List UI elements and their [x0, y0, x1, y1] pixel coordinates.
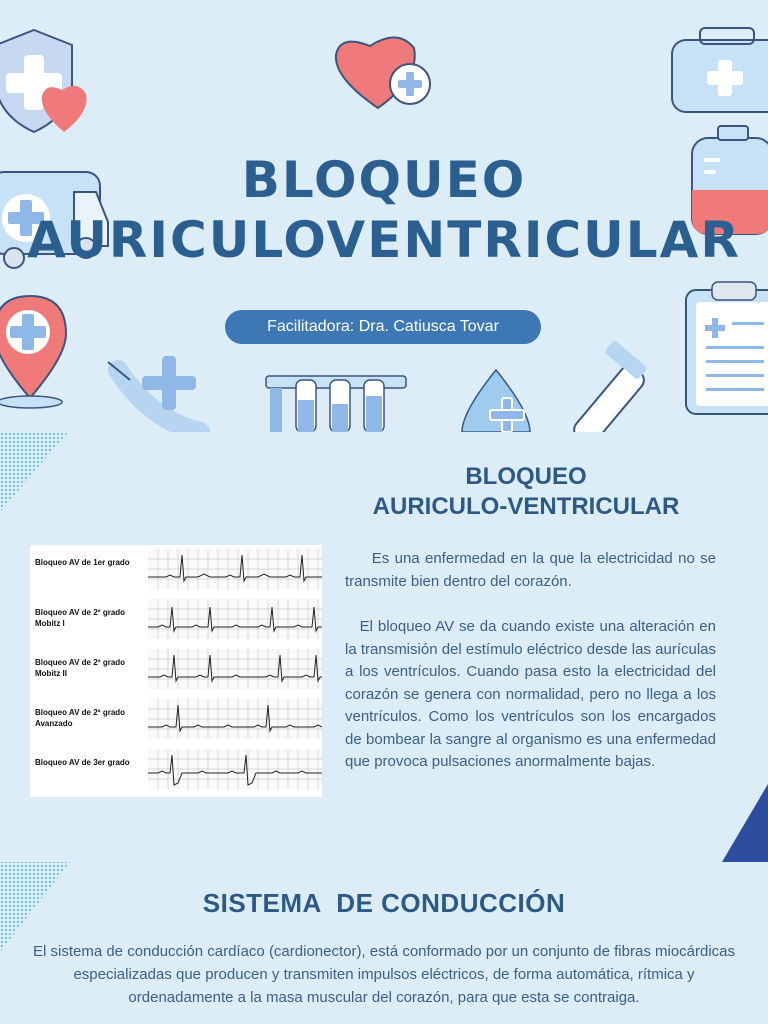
section-title-line-1: BLOQUEO [465, 463, 587, 490]
ecg-label: Bloqueo AV de 2º grado Mobitz I [35, 608, 126, 628]
section-title [330, 462, 722, 522]
conduction-system-title: SISTEMA DE CONDUCCIÓN [202, 888, 566, 918]
test-tubes-icon [266, 376, 406, 432]
water-drop-icon [462, 370, 530, 432]
ecg-label: Bloqueo AV de 3er grado [35, 758, 130, 767]
title-line-1: BLOQUEO [241, 151, 527, 209]
syringe-icon [108, 362, 200, 432]
page-title [0, 150, 768, 270]
facilitator-badge: Facilitadora: Dra. Catiusca Tovar [225, 310, 541, 344]
ecg-strip [148, 699, 322, 739]
ecg-strip [148, 649, 322, 689]
test-tube-icon [570, 340, 648, 432]
ecg-strip [148, 599, 322, 639]
intro-paragraph: Es una enfermedad en la que la electricidad no se transmite bien dentro del corazón. [345, 550, 716, 590]
clipboard-icon [686, 282, 768, 414]
ecg-strip [148, 549, 322, 589]
ecg-row [30, 597, 322, 645]
ecg-label: Bloqueo AV de 2º grado Avanzado [35, 708, 126, 728]
ecg-row [30, 547, 322, 595]
description-paragraph: El bloqueo AV se da cuando existe una alteración en la transmisión del estímulo eléctrico desde las aurículas a los ventrículos. Cuando pasa esto la electricidad del corazón se genera con normalidad, pero no llega a los ventrículos. Como los ventrículos son los encargados de bombear la sangre al organismo es una enfermedad que provoca pulsaciones anormalmente bajas. [345, 618, 717, 770]
ecg-label: Bloqueo AV de 1er grado [35, 558, 130, 567]
hero-banner [0, 0, 768, 432]
content-section [0, 432, 768, 1024]
title-line-2: AURICULOVENTRICULAR [27, 211, 741, 269]
first-aid-kit-icon [672, 28, 768, 112]
section-title-line-2: AURICULO-VENTRICULAR [372, 493, 680, 520]
ecg-row [30, 647, 322, 695]
ecg-row [30, 747, 322, 795]
heart-plus-icon [336, 37, 430, 108]
small-heart-icon [42, 86, 87, 132]
ecg-strip [148, 749, 322, 789]
conduction-system-text: El sistema de conducción cardíaco (cardionector), está conformado por un conjunto de fibras miocárdicas especializadas que producen y transmiten impulsos eléctricos, de forma automática, rítmica y ordenadamente a la masa muscular del corazón, para que esta se contraiga. [32, 943, 736, 1006]
location-pin-cross-icon [0, 296, 66, 408]
ecg-label: Bloqueo AV de 2º grado Mobitz II [35, 658, 126, 678]
ecg-row [30, 697, 322, 745]
ecg-figure [30, 545, 322, 797]
